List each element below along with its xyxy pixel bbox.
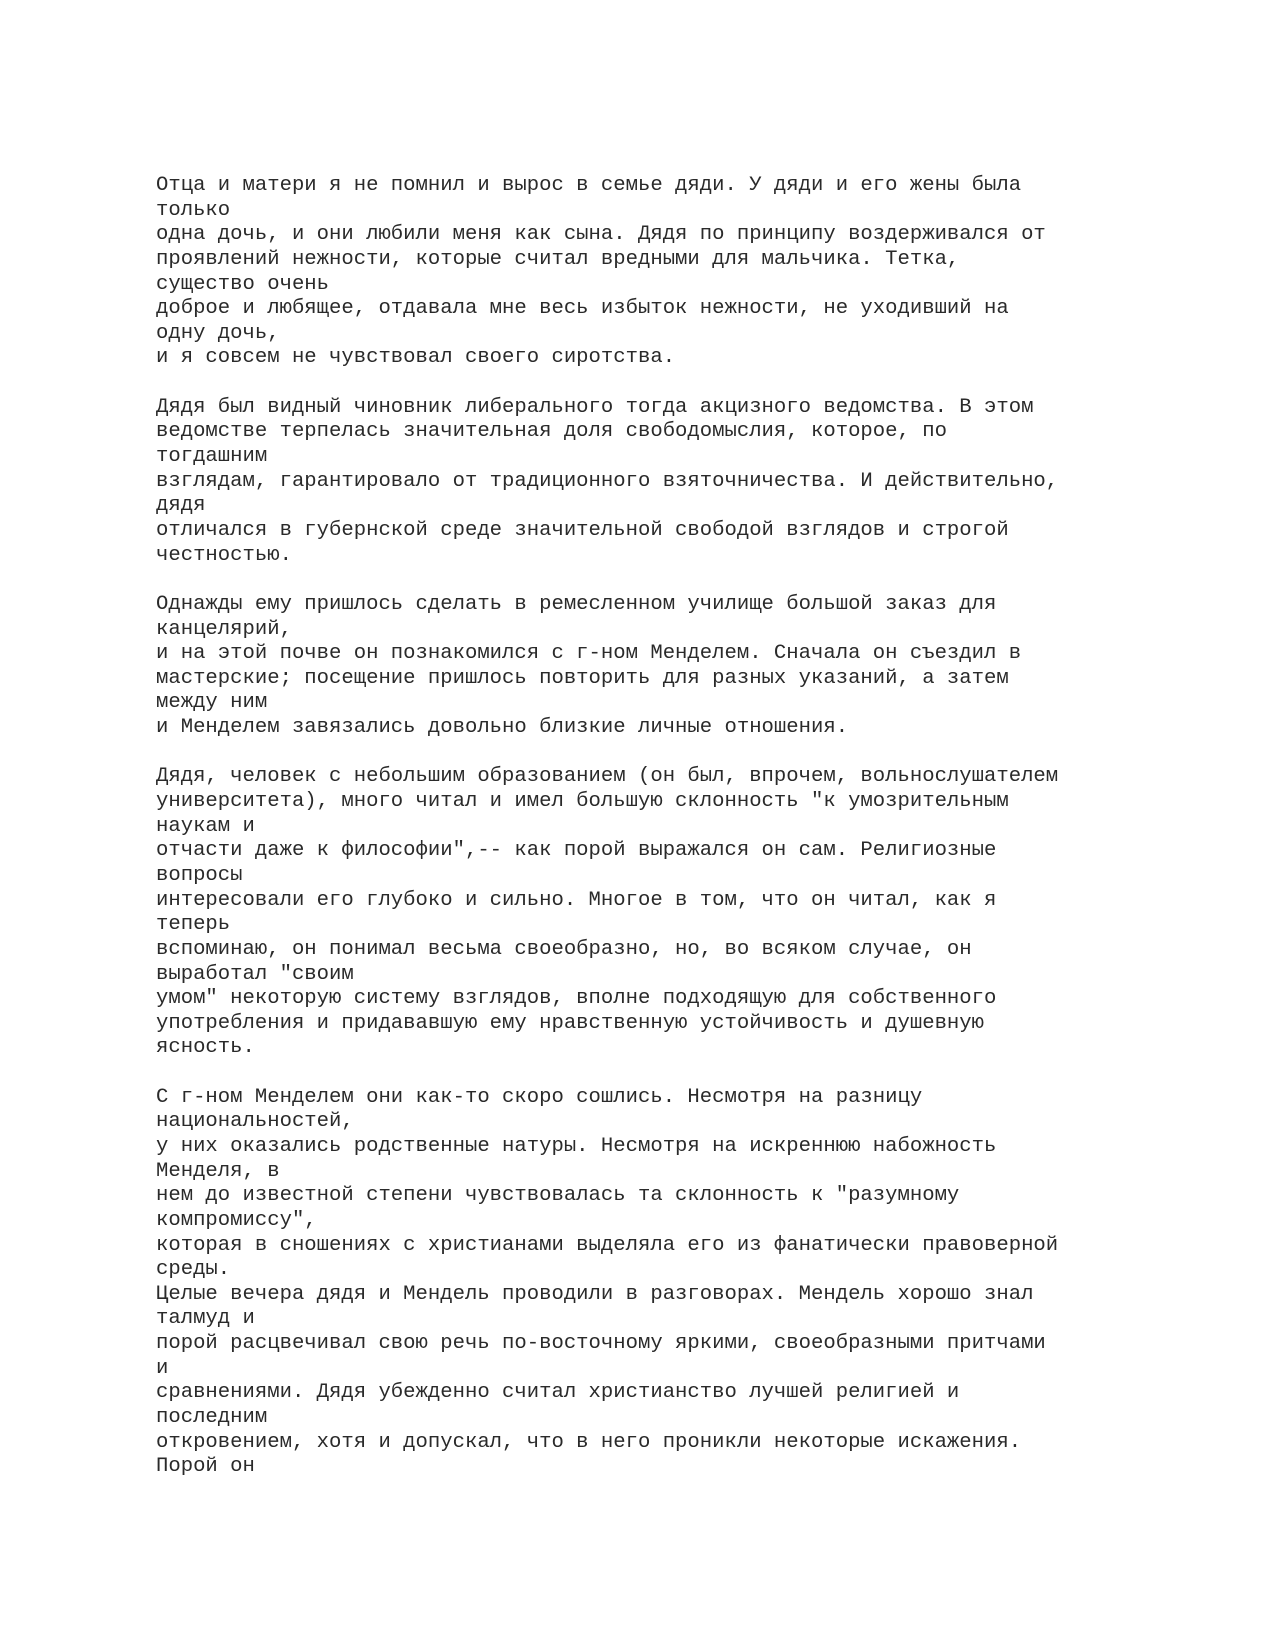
text-line: вспоминаю, он понимал весьма своеобразно, но, во всяком случае, он	[156, 937, 972, 961]
text-line: честностью.	[156, 543, 292, 567]
text-line: Отца и матери я не помнил и вырос в семье дяди. У дяди и его жены была	[156, 174, 1022, 197]
text-line: Менделя, в	[156, 1159, 280, 1183]
text-line: взглядам, гарантировало от традиционного взяточничества. И действительно,	[156, 469, 1059, 493]
text-line: и я совсем не чувствовал своего сиротства.	[156, 346, 676, 370]
text-line: одна дочь, и они любили меня как сына. Дядя по принципу воздерживался от	[156, 223, 1046, 247]
text-line: интересовали его глубоко и сильно. Многое в том, что он читал, как я	[156, 888, 997, 912]
paragraph-spacer	[156, 741, 1236, 766]
paragraph	[156, 765, 1236, 1061]
paragraph-spacer	[156, 1061, 1236, 1086]
text-line: среды.	[156, 1258, 231, 1282]
text-line: национальностей,	[156, 1110, 354, 1134]
text-line: С г-ном Менделем они как-то скоро сошлись. Несмотря на разницу	[156, 1085, 923, 1109]
paragraph-spacer	[156, 371, 1236, 396]
text-line: умом" некоторую систему взглядов, вполне подходящую для собственного	[156, 987, 997, 1011]
text-line: компромиссу",	[156, 1208, 317, 1232]
text-line: канцелярий,	[156, 617, 292, 641]
text-line: нем до известной степени чувствовалась та склонность к "разумному	[156, 1184, 960, 1208]
text-line: существо очень	[156, 272, 330, 296]
text-line: проявлений нежности, которые считал вредными для мальчика. Тетка,	[156, 247, 960, 271]
text-line: между ним	[156, 691, 268, 715]
text-line: употребления и придававшую ему нравственную устойчивость и душевную	[156, 1011, 985, 1035]
text-line: доброе и любящее, отдавала мне весь избыток нежности, не уходивший на	[156, 297, 1009, 321]
text-line: одну дочь,	[156, 321, 280, 345]
text-line: Дядя, человек с небольшим образованием (он был, впрочем, вольнослушателем	[156, 765, 1059, 789]
paragraph	[156, 174, 1236, 371]
text-line: отчасти даже к философии",-- как порой выражался он сам. Религиозные	[156, 839, 997, 863]
text-line: последним	[156, 1406, 268, 1430]
paragraph-spacer	[156, 568, 1236, 593]
document-body	[156, 174, 1236, 1480]
text-line: и	[156, 1356, 169, 1380]
text-line: Порой он	[156, 1455, 255, 1479]
text-line: у них оказались родственные натуры. Несмотря на искреннюю набожность	[156, 1134, 997, 1158]
text-line: ясность.	[156, 1036, 255, 1060]
text-line: наукам и	[156, 814, 255, 838]
paragraph	[156, 593, 1236, 741]
text-line: вопросы	[156, 863, 243, 887]
text-line: Целые вечера дядя и Мендель проводили в разговорах. Мендель хорошо знал	[156, 1282, 1034, 1306]
text-line: тогдашним	[156, 445, 268, 469]
text-line: сравнениями. Дядя убежденно считал христианство лучшей религией и	[156, 1381, 960, 1405]
text-line: отличался в губернской среде значительной свободой взглядов и строгой	[156, 518, 1009, 542]
text-line: порой расцвечивал свою речь по-восточному яркими, своеобразными притчами	[156, 1332, 1046, 1356]
text-line: теперь	[156, 913, 231, 937]
text-line: и на этой почве он познакомился с г-ном Менделем. Сначала он съездил в	[156, 642, 1022, 666]
text-line: мастерские; посещение пришлось повторить для разных указаний, а затем	[156, 666, 1009, 690]
text-line: и Менделем завязались довольно близкие личные отношения.	[156, 716, 849, 740]
text-line: Дядя был видный чиновник либерального тогда акцизного ведомства. В этом	[156, 395, 1034, 419]
text-line: которая в сношениях с христианами выделяла его из фанатически правоверной	[156, 1233, 1059, 1257]
paragraph	[156, 396, 1236, 568]
paragraph	[156, 1086, 1236, 1480]
text-line: только	[156, 198, 231, 222]
text-line: ведомстве терпелась значительная доля свободомыслия, которое, по	[156, 420, 947, 444]
text-line: университета), много читал и имел большую склонность "к умозрительным	[156, 790, 1009, 814]
text-line: откровением, хотя и допускал, что в него проникли некоторые искажения.	[156, 1430, 1022, 1454]
text-line: дядя	[156, 494, 206, 518]
text-line: Однажды ему пришлось сделать в ремесленном училище большой заказ для	[156, 592, 997, 616]
text-line: талмуд и	[156, 1307, 255, 1331]
text-line: выработал "своим	[156, 962, 354, 986]
